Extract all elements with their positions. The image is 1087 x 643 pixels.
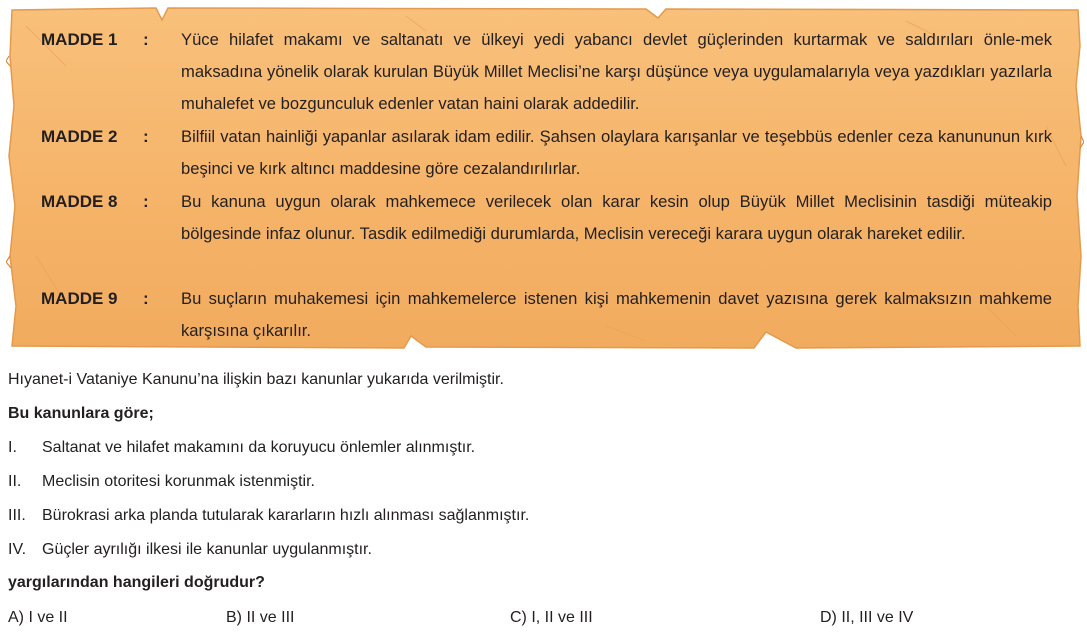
article-label: MADDE 2 bbox=[41, 127, 118, 146]
option-b[interactable]: B) II ve III bbox=[226, 609, 295, 626]
article-label: MADDE 1 bbox=[41, 30, 118, 49]
statement-text: Güçler ayrılığı ilkesi ile kanunlar uygulanmıştır. bbox=[42, 541, 372, 558]
statement-number: III. bbox=[8, 507, 26, 524]
article-text: Yüce hilafet makamı ve saltanatı ve ülkeyi yedi yabancı devlet güçlerinden kurtarmak ve saldırıları önle-mek maksadına yönelik olarak kurulan Büyük Millet Meclisi’ne karşı düşünce veya uygulamalarıyla veya yazdıkları yazılarla muhalefet ve bozgunculuk edenler vatan haini olarak addedilir. bbox=[181, 30, 1052, 113]
question-intro: Hıyanet-i Vataniye Kanunu’na ilişkin bazı kanunlar yukarıda verilmiştir. bbox=[8, 371, 504, 388]
question-prompt: yargılarından hangileri doğrudur? bbox=[8, 574, 265, 591]
statement-number: II. bbox=[8, 473, 22, 490]
article-text: Bu suçların muhakemesi için mahkemelerce istenen kişi mahkemenin davet yazısına gerek kalmaksızın mahkeme karşısına çıkarılır. bbox=[181, 289, 1052, 340]
article-label: MADDE 8 bbox=[41, 192, 118, 211]
statement-text: Bürokrasi arka planda tutularak kararların hızlı alınması sağlanmıştır. bbox=[42, 507, 530, 524]
article-colon: : bbox=[143, 192, 149, 211]
statement-number: IV. bbox=[8, 541, 27, 558]
article-label: MADDE 9 bbox=[41, 289, 118, 308]
article-colon: : bbox=[143, 30, 149, 49]
article-text: Bilfiil vatan hainliği yapanlar asılarak idam edilir. Şahsen olaylara karışanlar ve teşebbüs edenler ceza kanununun kırk beşinci ve kırk altıncı maddesine göre cezalandırılırlar. bbox=[181, 127, 1052, 178]
article-colon: : bbox=[143, 289, 149, 308]
article-text: Bu kanuna uygun olarak mahkemece verilecek olan karar kesin olup Büyük Millet Meclisinin tasdiği müteakip bölgesinde infaz olunur. Tasdik edilmediği durumlarda, Meclisin vereceği karara uygun olarak hareket edilir. bbox=[181, 192, 1052, 243]
option-a[interactable]: A) I ve II bbox=[8, 609, 68, 626]
statement-text: Meclisin otoritesi korunmak istenmiştir. bbox=[42, 473, 315, 490]
statement-text: Saltanat ve hilafet makamını da koruyucu önlemler alınmıştır. bbox=[42, 439, 476, 456]
option-c[interactable]: C) I, II ve III bbox=[510, 609, 593, 626]
question-lead: Bu kanunlara göre; bbox=[8, 405, 154, 422]
article-colon: : bbox=[143, 127, 149, 146]
statement-number: I. bbox=[8, 439, 17, 456]
option-d[interactable]: D) II, III ve IV bbox=[820, 609, 914, 626]
parchment-panel bbox=[6, 6, 1084, 352]
